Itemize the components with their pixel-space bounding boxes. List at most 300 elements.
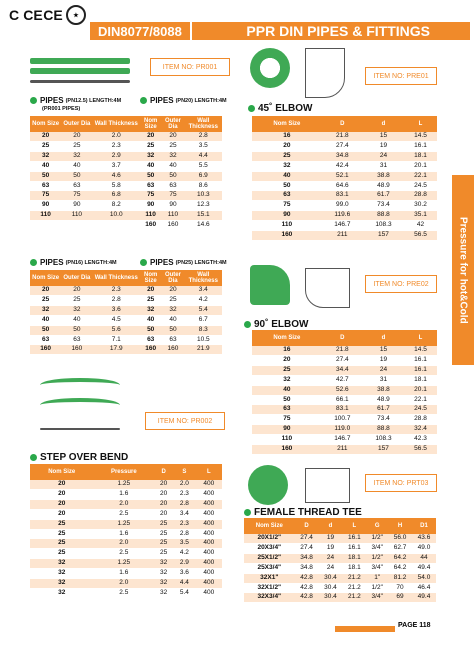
- elbow45-title: 45˚ ELBOW: [248, 103, 312, 114]
- table-cell: 27.4: [295, 543, 319, 553]
- table-row: [30, 325, 140, 335]
- table-cell: 160: [140, 221, 161, 231]
- table-cell: 24.5: [404, 405, 437, 415]
- page-title: PPR DIN PIPES & FITTINGS: [246, 23, 430, 39]
- elbow45-drawing: [305, 48, 345, 98]
- table-cell: 66.1: [322, 395, 363, 405]
- table-cell: 6.7: [185, 315, 222, 325]
- table-cell: 32: [154, 588, 173, 598]
- table-cell: 2.3: [93, 141, 141, 151]
- table-row: [140, 161, 222, 171]
- table-row: [252, 161, 437, 171]
- table-cell: 24.5: [404, 181, 437, 191]
- table-cell: 20: [30, 509, 93, 519]
- table-row: [140, 286, 222, 295]
- table-cell: 3.6: [173, 569, 196, 579]
- table-row: [30, 559, 222, 569]
- table-cell: 18.1: [342, 553, 366, 563]
- table-cell: 160: [30, 345, 61, 355]
- table-row: [252, 346, 437, 355]
- table-cell: 28.8: [404, 191, 437, 201]
- table-cell: 3/4": [366, 593, 388, 603]
- column-header: Nom Size: [244, 518, 295, 534]
- table-cell: 38.8: [363, 171, 404, 181]
- tee-image: [248, 465, 288, 505]
- table-cell: 75: [161, 191, 184, 201]
- table-cell: 50: [161, 325, 184, 335]
- table-cell: 400: [196, 549, 222, 559]
- column-header: D: [295, 518, 319, 534]
- table-cell: 3/4": [366, 543, 388, 553]
- column-header: Nom Size: [30, 116, 61, 132]
- table-cell: 32X1/2": [244, 583, 295, 593]
- table-row: [252, 211, 437, 221]
- table-cell: 34.8: [295, 563, 319, 573]
- table-cell: 52.1: [322, 171, 363, 181]
- tee-drawing: [305, 468, 350, 503]
- table-cell: 1.6: [93, 529, 154, 539]
- ce-mark-2: CE: [43, 7, 63, 23]
- table-row: [30, 171, 140, 181]
- table-cell: 160: [252, 445, 322, 455]
- table-cell: 110: [252, 435, 322, 445]
- table-cell: 40: [252, 385, 322, 395]
- table-cell: 17.9: [93, 345, 141, 355]
- table-cell: 110: [161, 211, 184, 221]
- table-cell: 24: [319, 553, 343, 563]
- table-cell: 40: [140, 315, 161, 325]
- table-cell: 160: [161, 345, 184, 355]
- table-cell: 20: [161, 132, 184, 141]
- column-header: L: [404, 116, 437, 132]
- bullet-icon: [248, 105, 255, 112]
- table-row: [140, 151, 222, 161]
- table-cell: 40: [161, 161, 184, 171]
- table-row: [140, 325, 222, 335]
- table-cell: 400: [196, 499, 222, 509]
- table-cell: 211: [322, 445, 363, 455]
- table-cell: 27.4: [322, 355, 363, 365]
- table-row: [252, 171, 437, 181]
- column-header: Wall Thickness: [93, 116, 141, 132]
- table-cell: 35.1: [404, 211, 437, 221]
- table-cell: 10.5: [185, 335, 222, 345]
- table-row: [30, 151, 140, 161]
- table-cell: 63: [252, 405, 322, 415]
- table-cell: 32: [161, 151, 184, 161]
- table-cell: 30.4: [319, 593, 343, 603]
- column-header: Nom Size: [140, 116, 161, 132]
- table-cell: 7.1: [93, 335, 141, 345]
- table-row: [244, 543, 436, 553]
- table-cell: 2.5: [93, 549, 154, 559]
- table-cell: 2.0: [93, 132, 141, 141]
- table-row: [140, 191, 222, 201]
- table-cell: 400: [196, 579, 222, 589]
- table-cell: 61.7: [363, 191, 404, 201]
- table-cell: 15: [363, 132, 404, 141]
- table-cell: 2.8: [185, 132, 222, 141]
- table-cell: 32: [30, 305, 61, 315]
- column-header: Outer Dia: [161, 116, 184, 132]
- table-cell: 24: [363, 365, 404, 375]
- table-row: [30, 519, 222, 529]
- table-cell: 40: [161, 315, 184, 325]
- table-row: [252, 425, 437, 435]
- table-cell: 20: [154, 480, 173, 489]
- table-cell: 90: [140, 201, 161, 211]
- table-cell: 1/2": [366, 534, 388, 543]
- pipe-image: [30, 58, 130, 64]
- table-row: [30, 191, 140, 201]
- table-cell: 75: [252, 415, 322, 425]
- table-row: [252, 181, 437, 191]
- table-cell: 25: [30, 549, 93, 559]
- table-cell: 10.0: [93, 211, 141, 221]
- table-cell: 49.4: [412, 593, 436, 603]
- table-row: [30, 509, 222, 519]
- table-cell: 63: [252, 191, 322, 201]
- table-cell: 25: [252, 365, 322, 375]
- table-row: [140, 181, 222, 191]
- column-header: d: [319, 518, 343, 534]
- table-cell: 63: [140, 335, 161, 345]
- table-cell: 32: [140, 151, 161, 161]
- page-number: PAGE 118: [398, 622, 431, 629]
- table-row: [244, 583, 436, 593]
- table-femaletee: [244, 518, 436, 603]
- table-cell: 160: [252, 231, 322, 241]
- table-cell: 42.7: [322, 375, 363, 385]
- table-cell: 22.1: [404, 171, 437, 181]
- table-row: [30, 529, 222, 539]
- table-cell: 64.6: [322, 181, 363, 191]
- table-cell: 5.4: [173, 588, 196, 598]
- table-cell: 50: [140, 171, 161, 181]
- table-cell: 5.5: [185, 161, 222, 171]
- bullet-icon: [30, 259, 37, 266]
- table-cell: 6.9: [185, 171, 222, 181]
- table-cell: 14.5: [404, 346, 437, 355]
- table-cell: 63: [61, 335, 92, 345]
- table-cell: 3.4: [173, 509, 196, 519]
- table-row: [252, 445, 437, 455]
- table-cell: 2.0: [93, 499, 154, 509]
- table-cell: 19: [319, 543, 343, 553]
- table-cell: 21.8: [322, 132, 363, 141]
- table-row: [244, 563, 436, 573]
- table-cell: 21.2: [342, 583, 366, 593]
- table-cell: 1.25: [93, 519, 154, 529]
- table-cell: 32: [140, 305, 161, 315]
- table-row: [252, 191, 437, 201]
- column-header: Pressure: [93, 464, 154, 480]
- table-pipes-pn16: [30, 270, 140, 355]
- table-cell: 32: [154, 579, 173, 589]
- table-cell: 25: [161, 141, 184, 151]
- column-header: Outer Dia: [61, 116, 92, 132]
- stepover-drawing: [40, 428, 120, 430]
- table-cell: 50: [30, 171, 61, 181]
- table-cell: 160: [161, 221, 184, 231]
- table-cell: 16.1: [404, 141, 437, 151]
- table-cell: 119.0: [322, 425, 363, 435]
- table-cell: 400: [196, 480, 222, 489]
- table-cell: 16: [252, 132, 322, 141]
- table-cell: 4.4: [173, 579, 196, 589]
- table-cell: 56.5: [404, 231, 437, 241]
- table-row: [30, 286, 140, 295]
- table-cell: 50: [252, 181, 322, 191]
- table-cell: 20: [140, 132, 161, 141]
- column-header: D: [322, 116, 363, 132]
- table-cell: 20: [30, 480, 93, 489]
- table-cell: 22.1: [404, 395, 437, 405]
- table-cell: 54.0: [412, 573, 436, 583]
- table-cell: 157: [363, 231, 404, 241]
- table-cell: 211: [322, 231, 363, 241]
- table-row: [252, 415, 437, 425]
- table-cell: 1.25: [93, 480, 154, 489]
- table-cell: 31: [363, 161, 404, 171]
- column-header: Wall Thickness: [93, 270, 141, 286]
- table-row: [252, 201, 437, 211]
- table-row: [30, 539, 222, 549]
- table-cell: 46.4: [412, 583, 436, 593]
- table-cell: 63: [30, 335, 61, 345]
- table-row: [30, 345, 140, 355]
- table-row: [252, 365, 437, 375]
- table-row: [30, 201, 140, 211]
- table-cell: 50: [61, 171, 92, 181]
- table-cell: 69: [388, 593, 412, 603]
- table-cell: 42.8: [295, 583, 319, 593]
- table-cell: 90: [252, 425, 322, 435]
- column-header: d: [363, 330, 404, 346]
- table-cell: 75: [140, 191, 161, 201]
- table-cell: 3.5: [185, 141, 222, 151]
- table-row: [30, 588, 222, 598]
- table-row: [252, 141, 437, 151]
- table-cell: 25: [30, 295, 61, 305]
- table-cell: 63: [30, 181, 61, 191]
- table-cell: 28.8: [404, 415, 437, 425]
- table-row: [252, 435, 437, 445]
- column-header: Outer Dia: [61, 270, 92, 286]
- table-cell: 20.1: [404, 161, 437, 171]
- column-header: H: [388, 518, 412, 534]
- cert-seal-icon: ★: [66, 5, 86, 25]
- table-cell: 20.1: [404, 385, 437, 395]
- header-bar: [90, 22, 470, 40]
- table-cell: 20X3/4": [244, 543, 295, 553]
- table-cell: 90: [30, 201, 61, 211]
- table-row: [244, 573, 436, 583]
- table-row: [244, 593, 436, 603]
- table-cell: 42.3: [404, 435, 437, 445]
- table-cell: 48.9: [363, 181, 404, 191]
- table-pipes-pn125: [30, 116, 140, 221]
- table-cell: 15: [363, 346, 404, 355]
- table-cell: 25: [61, 295, 92, 305]
- pipes-pn125-sub: (PR001 PIPES): [42, 106, 81, 112]
- bullet-icon: [30, 454, 37, 461]
- table-cell: 21.2: [342, 573, 366, 583]
- table-cell: 20: [30, 132, 61, 141]
- table-cell: 32X1": [244, 573, 295, 583]
- table-cell: 32: [30, 569, 93, 579]
- column-header: Nom Size: [30, 464, 93, 480]
- elbow90-image: [250, 265, 290, 305]
- table-cell: 40: [30, 315, 61, 325]
- table-cell: 75: [252, 201, 322, 211]
- table-row: [30, 315, 140, 325]
- column-header: Nom Size: [252, 330, 322, 346]
- table-cell: 4.5: [93, 315, 141, 325]
- table-cell: 20: [140, 286, 161, 295]
- table-row: [30, 305, 140, 315]
- table-cell: 25: [140, 295, 161, 305]
- table-cell: 25: [30, 141, 61, 151]
- table-cell: 18.1: [404, 375, 437, 385]
- table-row: [252, 395, 437, 405]
- table-cell: 50: [61, 325, 92, 335]
- table-cell: 108.3: [363, 435, 404, 445]
- table-cell: 32: [30, 588, 93, 598]
- elbow90-title: 90˚ ELBOW: [244, 319, 308, 330]
- table-cell: 12.3: [185, 201, 222, 211]
- column-header: d: [363, 116, 404, 132]
- table-cell: 5.8: [93, 181, 141, 191]
- table-cell: 75: [30, 191, 61, 201]
- table-cell: 3.5: [173, 539, 196, 549]
- table-cell: 20: [154, 499, 173, 509]
- table-row: [140, 305, 222, 315]
- table-cell: 16.1: [404, 355, 437, 365]
- table-cell: 64.2: [388, 553, 412, 563]
- table-cell: 42.8: [295, 573, 319, 583]
- table-cell: 32: [154, 569, 173, 579]
- table-elbow90: [252, 330, 437, 455]
- table-row: [30, 569, 222, 579]
- table-cell: 83.1: [322, 191, 363, 201]
- table-cell: 49.0: [412, 543, 436, 553]
- pipe-image-2: [30, 68, 130, 74]
- table-cell: 40: [140, 161, 161, 171]
- table-cell: 110: [61, 211, 92, 221]
- table-cell: 32: [30, 559, 93, 569]
- column-header: D: [322, 330, 363, 346]
- table-cell: 2.0: [93, 579, 154, 589]
- table-cell: 25: [30, 539, 93, 549]
- table-cell: 21.8: [322, 346, 363, 355]
- ccc-mark: C: [8, 7, 20, 23]
- table-cell: 52.6: [322, 385, 363, 395]
- pipes-pn125-title: PIPES (PN12.5) LENGTH:4M: [30, 96, 121, 105]
- table-cell: 81.2: [388, 573, 412, 583]
- table-cell: 5.4: [185, 305, 222, 315]
- table-cell: 83.1: [322, 405, 363, 415]
- table-cell: 32: [61, 151, 92, 161]
- header-divider: [190, 22, 192, 40]
- table-cell: 20: [252, 355, 322, 365]
- table-cell: 8.2: [93, 201, 141, 211]
- table-cell: 1": [366, 573, 388, 583]
- table-cell: 20: [30, 286, 61, 295]
- table-cell: 16.1: [342, 534, 366, 543]
- table-cell: 400: [196, 539, 222, 549]
- table-cell: 1.25: [93, 559, 154, 569]
- table-cell: 110: [140, 211, 161, 221]
- elbow45-image: [250, 48, 290, 88]
- column-header: Wall Thickness: [185, 270, 222, 286]
- table-cell: 25: [140, 141, 161, 151]
- table-row: [244, 534, 436, 543]
- table-cell: 157: [363, 445, 404, 455]
- footer-bar: [335, 626, 395, 632]
- table-cell: 32.4: [404, 425, 437, 435]
- table-cell: 44: [412, 553, 436, 563]
- table-cell: 34.8: [322, 151, 363, 161]
- table-cell: 40: [61, 315, 92, 325]
- table-cell: 30.2: [404, 201, 437, 211]
- elbow90-drawing: [305, 268, 350, 308]
- table-row: [140, 315, 222, 325]
- table-cell: 2.5: [93, 509, 154, 519]
- table-row: [30, 499, 222, 509]
- table-row: [30, 579, 222, 589]
- table-row: [30, 141, 140, 151]
- table-cell: 400: [196, 559, 222, 569]
- table-cell: 30.4: [319, 573, 343, 583]
- bullet-icon: [140, 97, 147, 104]
- table-cell: 5.6: [93, 325, 141, 335]
- table-cell: 400: [196, 509, 222, 519]
- table-cell: 2.8: [173, 499, 196, 509]
- table-cell: 50: [252, 395, 322, 405]
- table-cell: 16: [252, 346, 322, 355]
- column-header: L: [196, 464, 222, 480]
- table-pipes-pn25: [140, 270, 222, 355]
- column-header: S: [173, 464, 196, 480]
- pipe-drawing: [30, 80, 130, 83]
- table-cell: 146.7: [322, 221, 363, 231]
- table-cell: 110: [30, 211, 61, 221]
- table-cell: 3.4: [185, 286, 222, 295]
- pipes-pn20-title: PIPES (PN20) LENGTH:4M: [140, 96, 227, 105]
- table-cell: 16.1: [342, 543, 366, 553]
- item-pre02: ITEM NO: PRE02: [365, 275, 437, 293]
- table-cell: 56.5: [404, 445, 437, 455]
- table-cell: 1.6: [93, 489, 154, 499]
- table-cell: 2.3: [173, 519, 196, 529]
- table-cell: 3/4": [366, 563, 388, 573]
- table-cell: 42.4: [322, 161, 363, 171]
- table-cell: 2.8: [173, 529, 196, 539]
- table-cell: 2.0: [93, 539, 154, 549]
- table-cell: 18.1: [404, 151, 437, 161]
- table-cell: 25: [61, 141, 92, 151]
- table-cell: 25X1/2": [244, 553, 295, 563]
- column-header: Wall Thickness: [185, 116, 222, 132]
- table-cell: 400: [196, 519, 222, 529]
- table-row: [252, 132, 437, 141]
- table-cell: 4.2: [173, 549, 196, 559]
- table-cell: 19: [363, 355, 404, 365]
- table-cell: 43.6: [412, 534, 436, 543]
- table-cell: 400: [196, 489, 222, 499]
- table-cell: 2.9: [173, 559, 196, 569]
